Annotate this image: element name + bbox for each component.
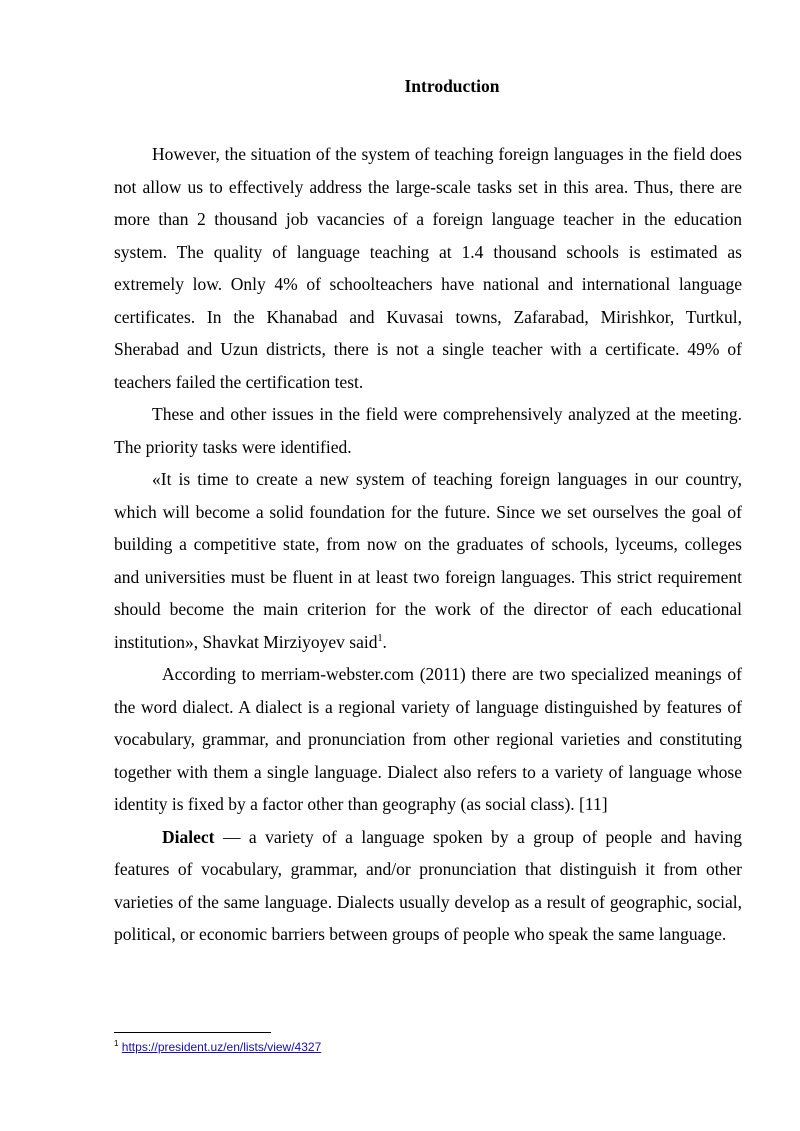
paragraph-3-text: «It is time to create a new system of teaching foreign languages in our country, which will become a solid foundation for the future. Since we set ourselves the goal of building a competitive state, from now on the graduates of schools, lyceums, colleges and universities must be fluent in at least two foreign languages. This strict requirement should become the main criterion for the work of the director of each educational institution», Shavkat Mirziyoyev said [114,469,742,652]
footnote [114,1039,321,1055]
paragraph-4: According to merriam-webster.com (2011) there are two specialized meanings of the word dialect. A dialect is a regional variety of language distinguished by features of vocabulary, grammar, and pronunciation from other regional varieties and constituting together with them a single language. Dialect also refers to a variety of language whose identity is fixed by a factor other than geography (as social class). [11] [114,664,742,814]
footnote-reference[interactable]: 1 [377,632,383,644]
paragraph-2: These and other issues in the field were comprehensively analyzed at the meeting. The priority tasks were identified. [114,404,742,457]
footnote-number: 1 [114,1039,119,1048]
page-title: Introduction [404,76,500,96]
paragraph-5 [114,821,742,951]
paragraph-3 [114,463,742,658]
paragraph-5-text: — a variety of a language spoken by a group of people and having features of vocabulary, grammar, and/or pronunciation that distinguish it from other varieties of the same language. Dialects usually develop as a result of geographic, social, political, or economic barriers between groups of people who speak the same language. [114,826,742,944]
document-body [114,138,742,951]
paragraph-3-end: . [382,631,387,652]
term-dialect: Dialect [162,826,215,847]
paragraph-1: However, the situation of the system of teaching foreign languages in the field does not allow us to effectively address the large-scale tasks set in this area. Thus, there are more than 2 thousand job vacancies of a foreign language teacher in the education system. The quality of language teaching at 1.4 thousand schools is estimated as extremely low. Only 4% of schoolteachers have national and international language certificates. In the Khanabad and Kuvasai towns, Zafarabad, Mirishkor, Turtkul, Sherabad and Uzun districts, there is not a single teacher with a certificate. 49% of teachers failed the certification test. [114,144,742,392]
footnote-separator [114,1032,271,1033]
footnote-link[interactable]: https://president.uz/en/lists/view/4327 [121,1040,322,1054]
